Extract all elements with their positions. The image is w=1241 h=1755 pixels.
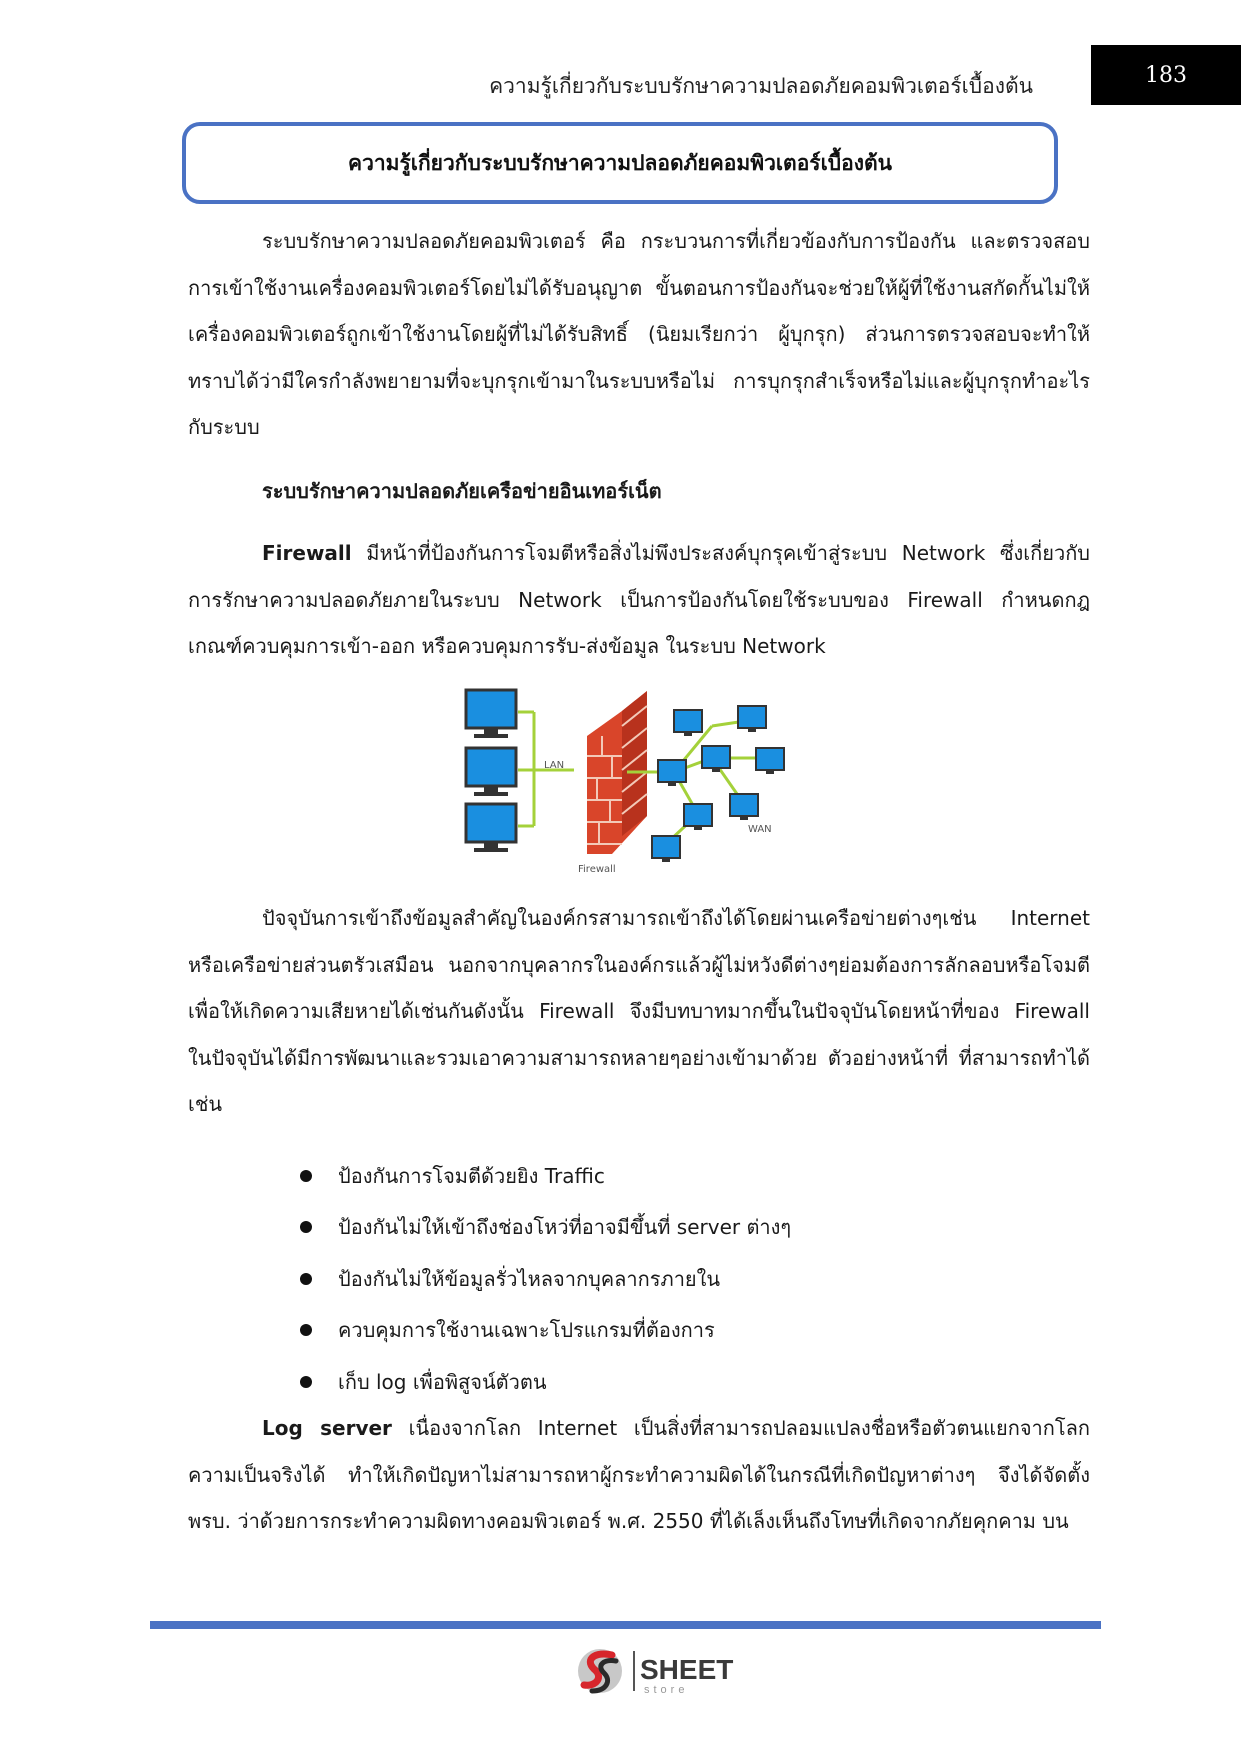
footer-rule: [150, 1621, 1101, 1629]
bullet-icon: [300, 1273, 312, 1285]
wan-monitor-icon: [684, 804, 712, 830]
sheet-store-logo-icon: [576, 1643, 746, 1699]
bullet-icon: [300, 1221, 312, 1233]
firewall-text: มีหน้าที่ป้องกันการโจมตีหรือสิ่งไม่พึงประสงค์บุกรุคเข้าสู่ระบบ Network ซึ่งเกี่ยวกับการรักษาความปลอดภัยภายในระบบ Network เป็นการป้องกันโดยใช้ระบบของ Firewall กำหนดกฎเกณฑ์ควบคุมการเข้า-ออก หรือควบคุมการรับ-ส่งข้อมูล ในระบบ Network: [188, 541, 1090, 658]
section-title-box: [182, 122, 1058, 204]
wan-monitor-icon: [702, 746, 730, 772]
log-server-term: Log server: [262, 1416, 392, 1440]
lan-monitor-icon: [466, 690, 516, 738]
bullet-icon: [300, 1376, 312, 1388]
wan-monitor-icon: [658, 760, 686, 786]
wan-monitor-icon: [674, 710, 702, 736]
wan-label: WAN: [748, 824, 772, 835]
log-server-paragraph: [188, 1405, 1090, 1545]
lan-monitor-icon: [466, 748, 516, 796]
list-item: ป้องกันไม่ให้เข้าถึงช่องโหว่ที่อาจมีขึ้นที่ server ต่างๆ: [300, 1202, 791, 1254]
wan-monitor-icon: [756, 748, 784, 774]
intro-text: ระบบรักษาความปลอดภัยคอมพิวเตอร์ คือ กระบวนการที่เกี่ยวข้องกับการป้องกัน และตรวจสอบการเข้าใช้งานเครื่องคอมพิวเตอร์โดยไม่ได้รับอนุญาต ขั้นตอนการป้องกันจะช่วยให้ผู้ที่ใช้งานสกัดกั้นไม่ให้เครื่องคอมพิวเตอร์ถูกเข้าใช้งานโดยผู้ที่ไม่ได้รับสิทธิ์ (นิยมเรียกว่า ผู้บุกรุก) ส่วนการตรวจสอบจะทำให้ทราบได้ว่ามีใครกำลังพยายามที่จะบุกรุกเข้ามาในระบบหรือไม่ การบุกรุกสำเร็จหรือไม่และผู้บุกรุกทำอะไรกับระบบ: [188, 229, 1090, 439]
wan-monitor-icon: [738, 706, 766, 732]
firewall-functions-list: [300, 1150, 791, 1408]
bullet-icon: [300, 1324, 312, 1336]
bullet-icon: [300, 1170, 312, 1182]
current-use-text: ปัจจุบันการเข้าถึงข้อมูลสำคัญในองค์กรสามารถเข้าถึงได้โดยผ่านเครือข่ายต่างๆเช่น Internet หรือเครือข่ายส่วนตรัวเสมือน นอกจากบุคลากรในองค์กรแล้วผู้ไม่หวังดีต่างๆย่อมต้องการลักลอบหรือโจมตีเพื่อให้เกิดความเสียหายได้เช่นกันดังนั้น Firewall จึงมีบทบาทมากขึ้นในปัจจุบันโดยหน้าที่ของ Firewall ในปัจจุบันได้มีการพัฒนาและรวมเอาความสามารถหลายๆอย่างเข้ามาด้วย ตัวอย่างหน้าที่ ที่สามารถทำได้เช่น: [188, 906, 1090, 1116]
firewall-term: Firewall: [262, 541, 352, 565]
firewall-paragraph: [188, 530, 1090, 670]
current-use-paragraph: [188, 895, 1090, 1128]
logo-word: SHEET: [640, 1654, 734, 1685]
section-title: ความรู้เกี่ยวกับระบบรักษาความปลอดภัยคอมพิวเตอร์เบื้องต้น: [348, 150, 892, 175]
firewall-label: Firewall: [578, 864, 616, 875]
list-item: เก็บ log เพื่อพิสูจน์ตัวตน: [300, 1356, 791, 1408]
wan-monitor-icon: [652, 836, 680, 862]
intro-paragraph: [188, 218, 1090, 451]
running-header-title: ความรู้เกี่ยวกับระบบรักษาความปลอดภัยคอมพิวเตอร์เบื้องต้น: [489, 74, 1033, 98]
list-item: ป้องกันการโจมตีด้วยยิง Traffic: [300, 1150, 791, 1202]
subsection-heading: ระบบรักษาความปลอดภัยเครือข่ายอินเทอร์เน็ต: [262, 479, 662, 503]
lan-monitor-icon: [466, 804, 516, 852]
log-server-text: เนื่องจากโลก Internet เป็นสิ่งที่สามารถปลอมแปลงชื่อหรือตัวตนแยกจากโลกความเป็นจริงได้ ทำให้เกิดปัญหาไม่สามารถหาผู้กระทำความผิดได้ในกรณีที่เกิดปัญหาต่างๆ จึงได้จัดตั้ง พรบ. ว่าด้วยการกระทำความผิดทางคอมพิวเตอร์ พ.ศ. 2550 ที่ได้เล็งเห็นถึงโทษที่เกิดจากภัยคุกคาม บน: [188, 1416, 1091, 1533]
logo-sub: store: [644, 1684, 689, 1696]
subsection-heading-block: [188, 468, 1090, 515]
page-number: 183: [1091, 45, 1241, 105]
firewall-network-diagram: [462, 686, 812, 878]
list-item: ควบคุมการใช้งานเฉพาะโปรแกรมที่ต้องการ: [300, 1305, 791, 1357]
list-item: ป้องกันไม่ให้ข้อมูลรั่วไหลจากบุคลากรภายใน: [300, 1253, 791, 1305]
lan-label: LAN: [544, 760, 565, 771]
wan-monitor-icon: [730, 794, 758, 820]
